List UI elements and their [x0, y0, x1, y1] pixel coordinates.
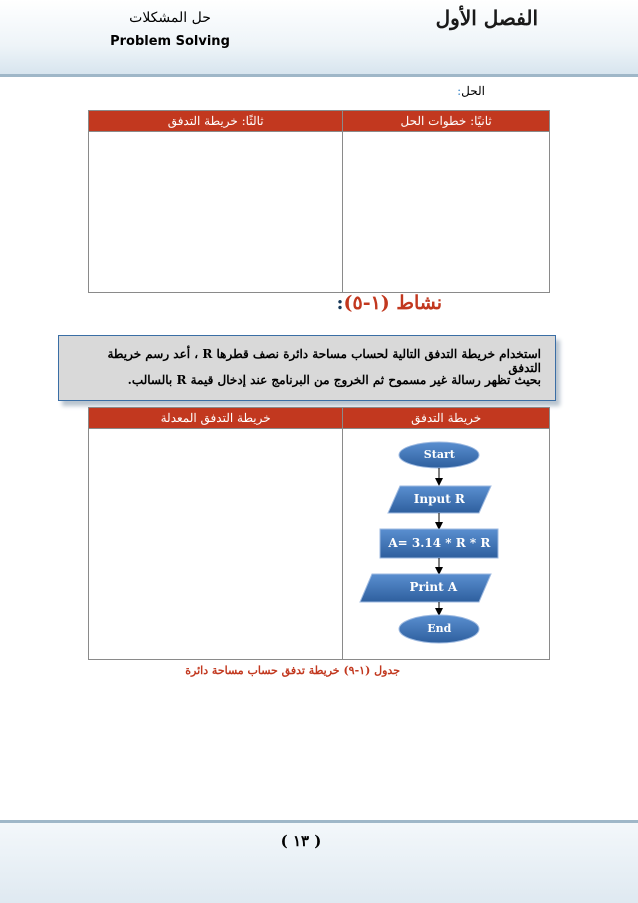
solution-table [88, 110, 550, 293]
activity-instruction-line-1: استخدام خريطة التدفق التالية لحساب مساحة دائرة نصف قطرها R ، أعد رسم خريطة التدفق [107, 347, 541, 375]
solution-steps-cell [343, 132, 550, 293]
solution-label-text: الحل [461, 84, 485, 98]
solution-table-header-steps: ثانيًا: خطوات الحل [343, 111, 550, 132]
flowchart-table [88, 407, 550, 660]
modified-flowchart-cell [89, 429, 343, 660]
page-number: ( ١٣ ) [280, 832, 322, 850]
activity-instruction-line-2: بحيث تظهر رسالة غير مسموح ثم الخروج من البرنامج عند إدخال قيمة R بالسالب. [127, 373, 541, 387]
process-label: A= 3.14 * R * R [388, 536, 491, 550]
solution-label-colon: : [457, 84, 462, 98]
header-band [0, 0, 638, 76]
chapter-title: الفصل الأول [435, 6, 538, 30]
header-divider [0, 74, 638, 77]
print-label: Print A [409, 580, 458, 594]
footer-divider [0, 820, 638, 823]
input-label: Input R [413, 492, 465, 506]
activity-title [336, 292, 442, 314]
activity-title-text: نشاط (١-٥) [343, 292, 442, 314]
activity-title-colon: : [336, 292, 344, 314]
solution-table-header-flowchart: ثالثًا: خريطة التدفق [89, 111, 343, 132]
activity-instruction-box [58, 335, 556, 401]
flowchart-table-header-original: خريطة التدفق [343, 408, 550, 429]
solution-flowchart-cell [89, 132, 343, 293]
solution-label [457, 84, 485, 98]
original-flowchart-cell [343, 429, 550, 660]
end-label: End [427, 622, 452, 635]
table-caption: جدول (١-٩) خريطة تدفق حساب مساحة دائرة [185, 664, 400, 677]
subject-title-arabic: حل المشكلات [129, 10, 211, 26]
flowchart-table-header-modified: خريطة التدفق المعدلة [89, 408, 343, 429]
start-label: Start [423, 448, 455, 461]
subject-title-english: Problem Solving [110, 34, 230, 49]
